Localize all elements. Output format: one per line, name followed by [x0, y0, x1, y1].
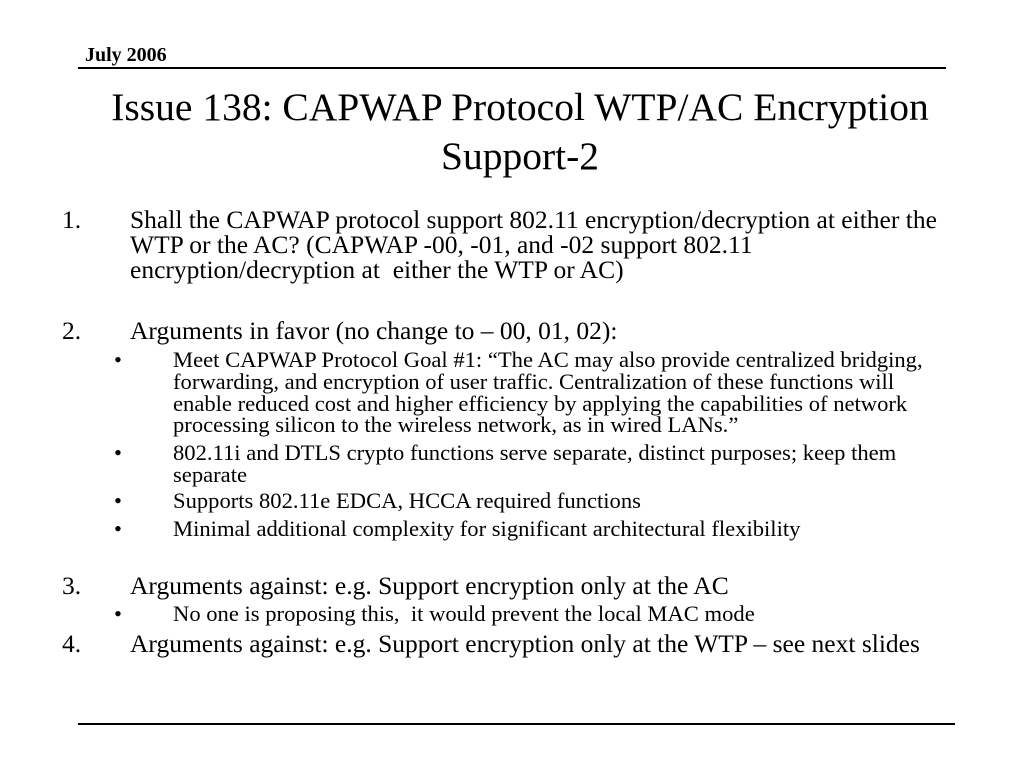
list-number: 3. — [62, 571, 82, 600]
list-number: 2. — [62, 316, 82, 345]
bullet-symbol: • — [114, 440, 122, 465]
bullet-line: 802.11i and DTLS crypto functions serve separate, distinct purposes; keep them — [173, 440, 897, 465]
bullet-line: enable reduced cost and higher efficiency by applying the capabilities of network — [173, 391, 908, 416]
bullet-line: separate — [173, 462, 248, 487]
bullet-symbol: • — [114, 516, 122, 541]
bullet-line: No one is proposing this, it would prevent the local MAC mode — [173, 601, 755, 626]
list-number: 4. — [62, 629, 82, 658]
list-item-line: encryption/decryption at either the WTP or AC) — [130, 255, 624, 284]
top-rule — [78, 67, 946, 69]
slide-title — [60, 83, 980, 181]
title-line: Support-2 — [441, 134, 599, 178]
bullet-symbol: • — [114, 347, 122, 372]
list-item-line: Arguments against: e.g. Support encryption only at the AC — [130, 571, 729, 600]
bullet-line: forwarding, and encryption of user traffic. Centralization of these functions will — [173, 369, 895, 394]
title-line: Issue 138: CAPWAP Protocol WTP/AC Encryption — [111, 85, 929, 129]
bottom-rule — [78, 723, 955, 725]
bullet-line: Meet CAPWAP Protocol Goal #1: “The AC may also provide centralized bridging, — [173, 347, 923, 372]
bullet-line: Minimal additional complexity for significant architectural flexibility — [173, 516, 801, 541]
bullet-symbol: • — [114, 601, 122, 626]
bullet-line: Supports 802.11e EDCA, HCCA required functions — [173, 488, 641, 513]
bullet-line: processing silicon to the wireless network, as in wired LANs.” — [173, 412, 739, 437]
list-number: 1. — [62, 205, 82, 234]
list-item-line: Shall the CAPWAP protocol support 802.11 encryption/decryption at either the — [130, 205, 937, 234]
list-item-line: Arguments against: e.g. Support encryption only at the WTP – see next slides — [130, 629, 920, 658]
list-item-line: WTP or the AC? (CAPWAP -00, -01, and -02 support 802.11 — [130, 230, 753, 259]
date-label: July 2006 — [85, 44, 167, 66]
list-item-line: Arguments in favor (no change to – 00, 01, 02): — [130, 316, 618, 345]
bullet-symbol: • — [114, 488, 122, 513]
